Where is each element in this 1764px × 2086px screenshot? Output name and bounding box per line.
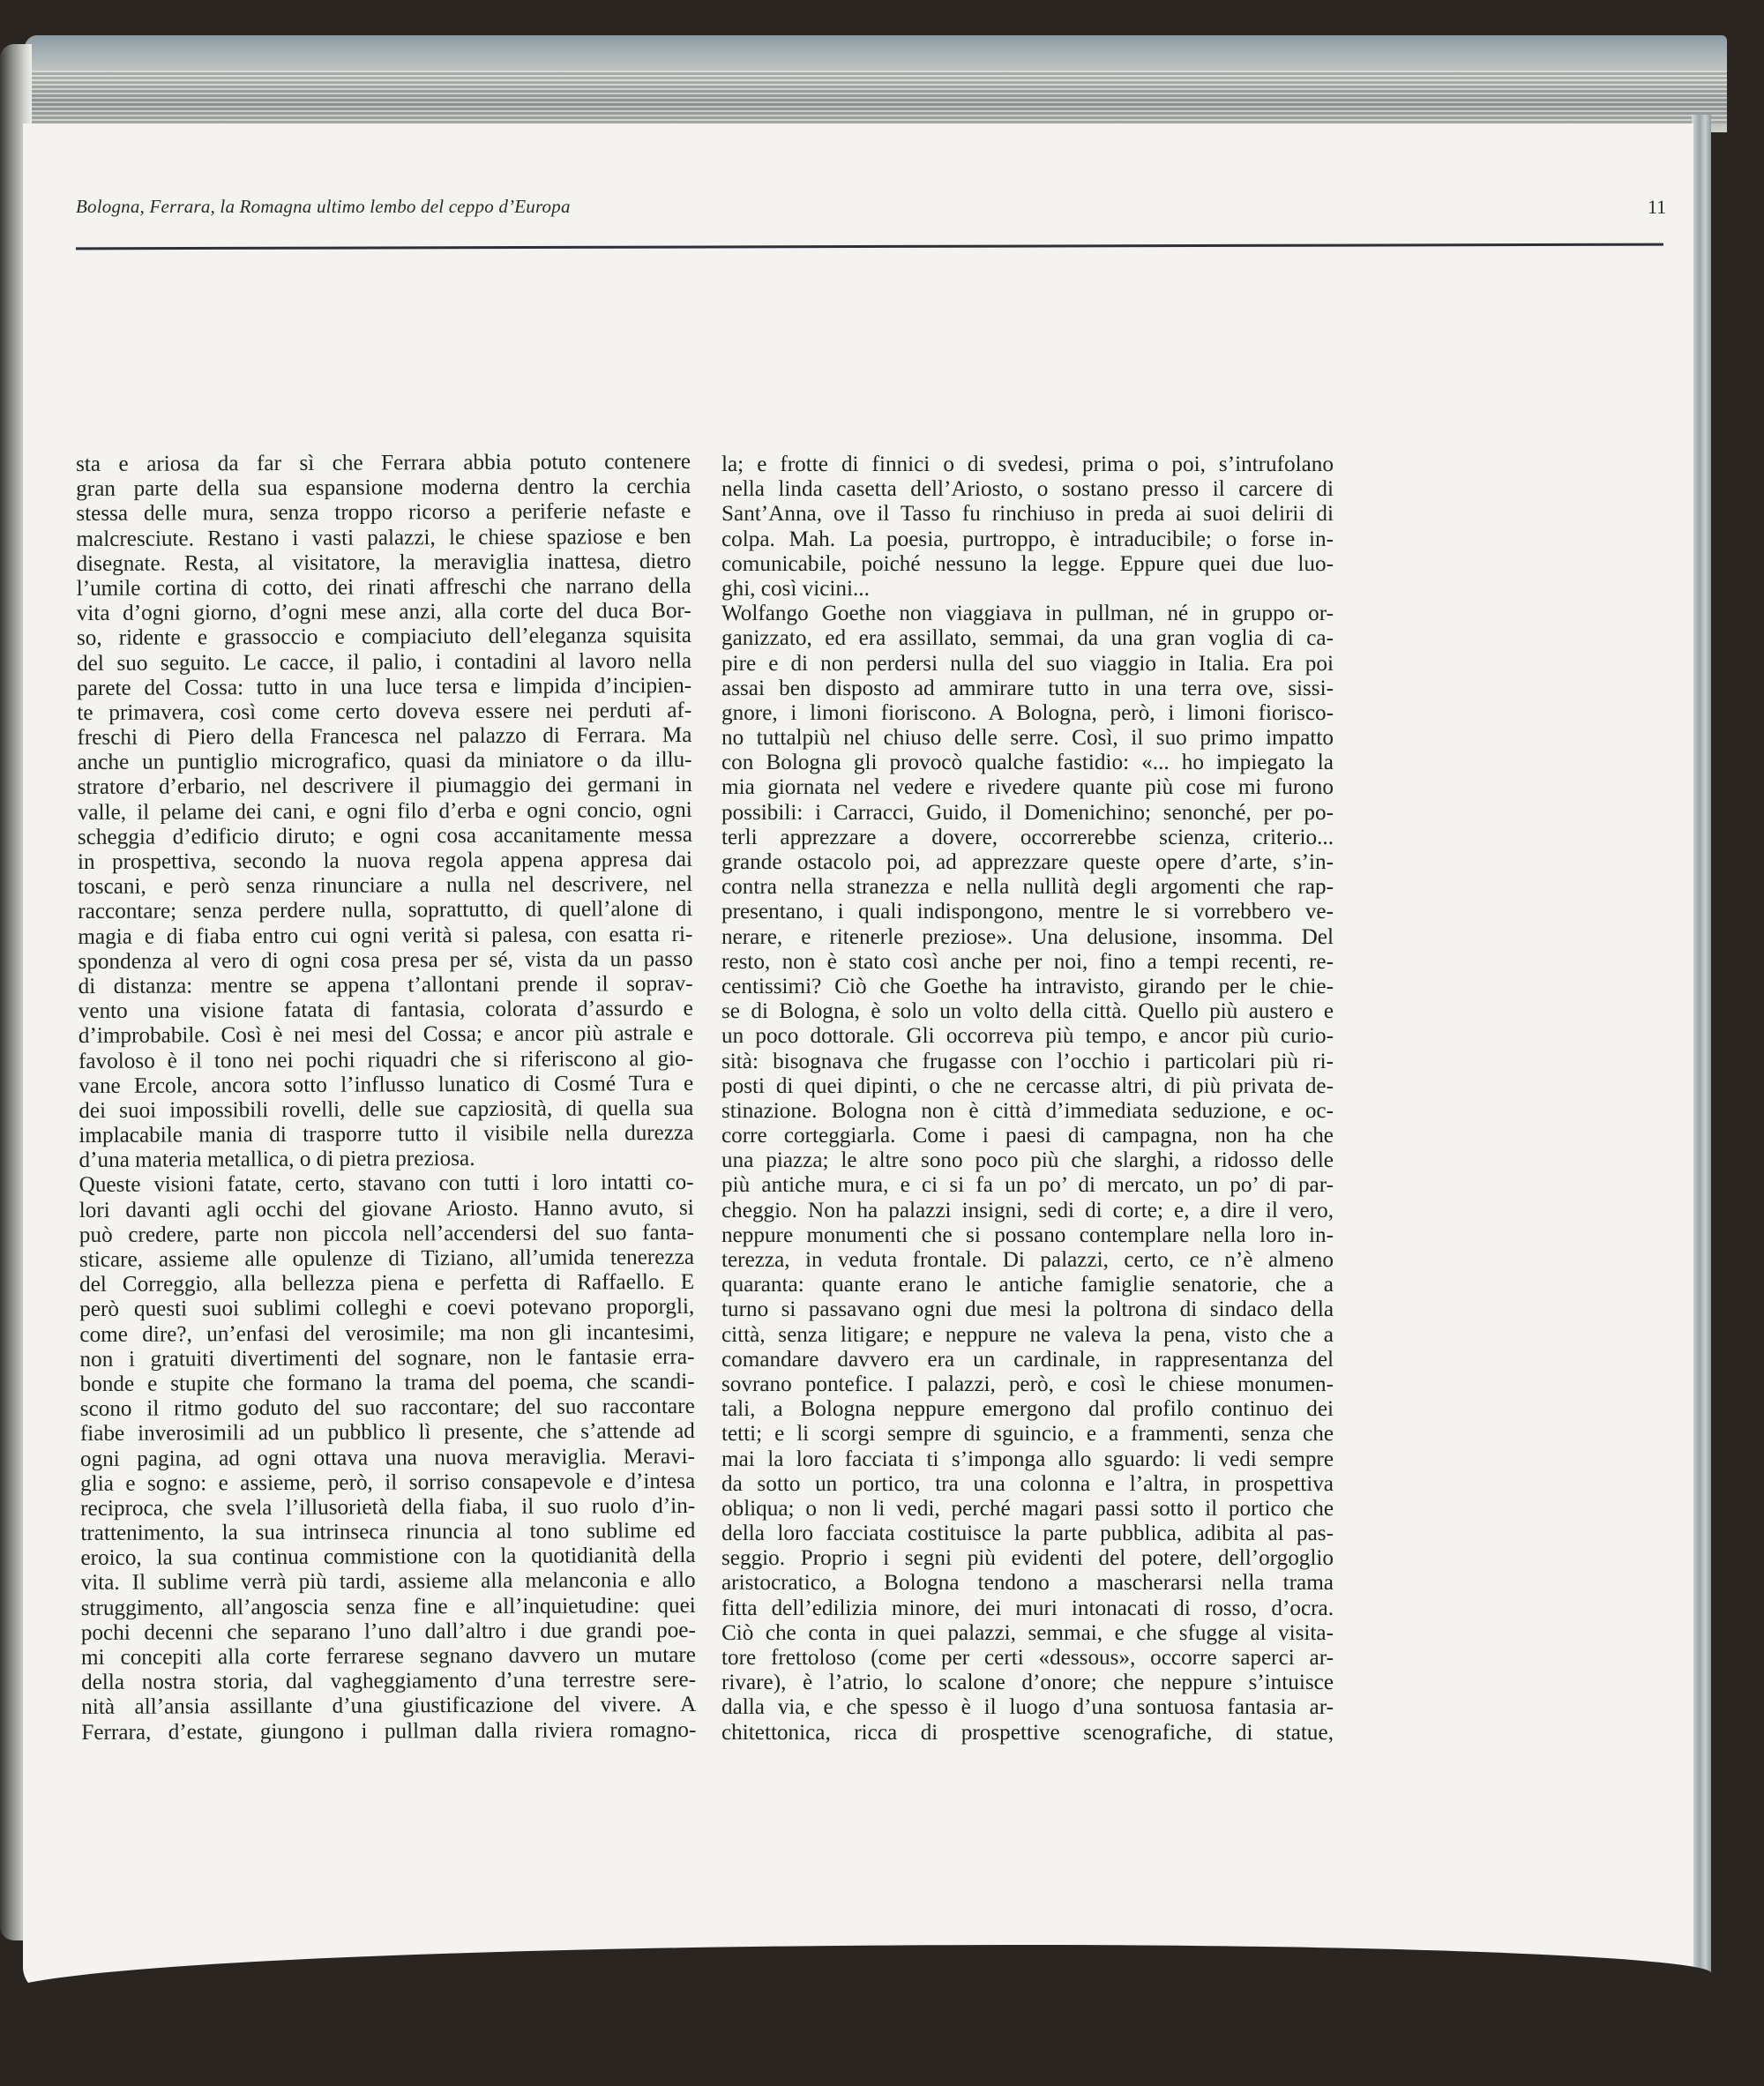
text-line: vento una visione fatata di fantasia, colorata d’assurdo e bbox=[78, 997, 693, 1024]
text-line: d’improbabile. Così è nei mesi del Cossa; e ancor più astrale e bbox=[78, 1021, 693, 1049]
text-line: parete del Cossa: tutto in una luce tersa e limpida d’incipien- bbox=[77, 673, 692, 700]
text-line: centissimi? Ciò che Goethe ha intravisto, girando per le chie- bbox=[721, 974, 1334, 998]
text-line: posti di quei dipinti, o che ne cercasse altri, di più privata de- bbox=[721, 1073, 1334, 1098]
text-line: contra nella stranezza e nella nullità degli argomenti che rap- bbox=[721, 875, 1334, 900]
text-line: corre corteggiarla. Come i paesi di campagna, non ha che bbox=[721, 1124, 1334, 1148]
text-line: eroico, la sua continua commistione con la quotidianità della bbox=[80, 1544, 696, 1571]
page-bottom-shadow bbox=[0, 1945, 1711, 2086]
text-line: però questi suoi sublimi colleghi e coevi potevano proporgli, bbox=[79, 1295, 695, 1322]
text-line: dalla via, e che spesso è il luogo d’una sontuosa fantasia ar- bbox=[721, 1695, 1334, 1720]
text-line: comunicabile, poiché nessuno la legge. Eppure quei due luo- bbox=[721, 551, 1334, 576]
text-line: gran parte della sua espansione moderna dentro la cerchia bbox=[76, 475, 691, 502]
text-line: più antiche mura, e ci si fa un po’ di mercato, un po’ di par- bbox=[721, 1173, 1334, 1198]
text-line: spondenza al vero di ogni cosa presa per sé, vista da un passo bbox=[78, 946, 693, 974]
text-line: mai la loro facciata ti s’imponga allo sguardo: li vedi sempre bbox=[721, 1447, 1334, 1471]
text-line: mia giornata nel vedere e rivedere quante più cose mi furono bbox=[721, 775, 1334, 800]
text-line: nità all’ansia assillante d’una giustificazione del vivere. A bbox=[81, 1693, 697, 1720]
text-line: può credere, parte non piccola nell’accendersi del suo fanta- bbox=[78, 1220, 694, 1247]
text-line: in prospettiva, secondo la nuova regola appena appresa dai bbox=[77, 847, 693, 874]
text-line: città, senza litigare; e neppure ne valeva la pena, visto che a bbox=[721, 1322, 1334, 1347]
text-line: con Bologna gli provocò qualche fastidio: «... ho impiegato la bbox=[721, 751, 1334, 775]
text-line: toscani, e però senza rinunciare a nulla nel descrivere, nel bbox=[78, 872, 693, 900]
text-line: quaranta: quante erano le antiche famiglie senatorie, che a bbox=[721, 1273, 1334, 1297]
text-line: sta e ariosa da far sì che Ferrara abbia potuto contenere bbox=[76, 449, 691, 476]
text-line: da sotto un portico, tra una colonna e l’altra, in prospettiva bbox=[721, 1471, 1334, 1496]
text-line: seggio. Proprio i segni più evidenti del potere, dell’orgoglio bbox=[721, 1546, 1334, 1571]
text-line: della loro facciata costituisce la parte pubblica, adibita al pas- bbox=[721, 1522, 1334, 1546]
text-line: dei suoi impossibili rovelli, delle sue capziosità, di quella sua bbox=[78, 1095, 694, 1123]
text-line: se di Bologna, è solo un volto della città. Quello più austero e bbox=[721, 999, 1334, 1024]
text-line: neppure monumenti che si possano contemplare nella loro in- bbox=[721, 1222, 1334, 1247]
text-line: rivare), è l’atrio, lo scalone d’onore; che neppure s’intuisce bbox=[721, 1671, 1334, 1695]
text-line: no tuttalpiù nel chiuso delle serre. Così, il suo primo impatto bbox=[721, 726, 1334, 751]
text-line: l’umile cortina di cotto, dei rinati affreschi che narrano della bbox=[76, 573, 691, 601]
text-line: malcresciute. Restano i vasti palazzi, le chiese spaziose e ben bbox=[76, 524, 691, 551]
text-line: Wolfango Goethe non viaggiava in pullman, né in gruppo or- bbox=[721, 602, 1334, 626]
text-line: Queste visioni fatate, certo, stavano con tutti i loro intatti co- bbox=[78, 1170, 694, 1198]
text-line: turno si passavano ogni due mesi la poltrona di sindaco della bbox=[721, 1297, 1334, 1322]
text-line: Ferrara, d’estate, giungono i pullman dalla riviera romagno- bbox=[81, 1717, 697, 1745]
text-line: lori davanti agli occhi del giovane Ariosto. Hanno avuto, si bbox=[78, 1195, 694, 1222]
text-line: implacabile mania di trasporre tutto il visibile nella durezza bbox=[78, 1121, 694, 1148]
text-line: anche un puntiglio micrografico, quasi da miniatore o da illu- bbox=[77, 748, 692, 775]
text-line: mi concepiti alla corte ferrarese segnano davvero un mutare bbox=[80, 1642, 697, 1670]
text-line: stinazione. Bologna non è città d’immediata seduzione, e oc- bbox=[721, 1098, 1334, 1123]
text-line: ganizzato, ed era assillato, semmai, da una gran voglia di ca- bbox=[721, 626, 1334, 651]
text-line: trattenimento, la sua intrinseca rinuncia al tono sublime ed bbox=[80, 1519, 696, 1546]
text-line: fiabe inverosimili ad un pubblico lì presente, che s’attende ad bbox=[79, 1419, 695, 1447]
text-line: sità: bisognava che frugasse con l’occhio i particolari più ri- bbox=[721, 1049, 1334, 1073]
book-top-edge bbox=[25, 35, 1727, 132]
text-line: magia e di fiaba entro cui ogni verità si palesa, con esatta ri- bbox=[78, 922, 693, 949]
text-line: terezza, in veduta frontale. Di palazzi, certo, ce n’è almeno bbox=[721, 1248, 1334, 1272]
text-line: scono il ritmo goduto del suo raccontare; del suo raccontare bbox=[79, 1394, 695, 1422]
text-line: so, ridente e grassoccio e compiaciuto dell’eleganza squisita bbox=[76, 624, 691, 651]
text-line: un poco dottorale. Gli occorreva più tempo, e ancor più curio- bbox=[721, 1024, 1334, 1049]
text-line: bonde e stupite che formano la trama del poema, che scandi- bbox=[79, 1369, 695, 1396]
text-line: non i gratuiti divertimenti del sognare, non le fantasie erra- bbox=[79, 1344, 695, 1372]
text-line: pochi decenni che separano l’uno dall’altro i due grandi poe- bbox=[80, 1618, 696, 1645]
text-line: sovrano pontefice. I palazzi, però, e così le chiese monumen- bbox=[721, 1372, 1334, 1396]
page-stack-lines bbox=[25, 71, 1727, 123]
running-head: Bologna, Ferrara, la Romagna ultimo lembo del ceppo d’Europa bbox=[76, 196, 571, 217]
page-number: 11 bbox=[1648, 196, 1667, 218]
text-line: vita d’ogni giorno, d’ogni mese anzi, alla corte del duca Bor- bbox=[76, 599, 691, 626]
text-line: reciproca, che svela l’illusorietà della fiaba, il suo ruolo d’in- bbox=[80, 1493, 696, 1521]
text-line: tore frettoloso (come per certi «dessous», occorre saperci ar- bbox=[721, 1646, 1334, 1670]
text-line: la; e frotte di finnici o di svedesi, prima o poi, s’intrufolano bbox=[721, 452, 1334, 476]
text-line: ghi, così vicini... bbox=[721, 576, 870, 601]
text-line: Ciò che conta in quei palazzi, semmai, e che sfugge al visita- bbox=[721, 1620, 1334, 1645]
text-line: disegnate. Resta, al visitatore, la meraviglia inattesa, dietro bbox=[76, 549, 691, 576]
text-column-left bbox=[76, 450, 696, 1746]
text-line: tetti; e li scorgi sempre di sguincio, e a frammenti, senza che bbox=[721, 1422, 1334, 1447]
text-line: d’una materia metallica, o di pietra preziosa. bbox=[78, 1147, 475, 1173]
text-line: aristocratico, a Bologna tendono a mascherarsi nella trama bbox=[721, 1571, 1334, 1596]
text-line: vita. Il sublime verrà più tardi, assieme alla melanconia e allo bbox=[80, 1568, 696, 1596]
text-line: fitta dell’edilizia minore, dei muri intonacati di rosso, d’ocra. bbox=[721, 1596, 1334, 1620]
text-line: nella linda casetta dell’Ariosto, o sostano presso il carcere di bbox=[721, 477, 1334, 502]
text-line: raccontare; senza perdere nulla, soprattutto, di quell’alone di bbox=[78, 897, 693, 924]
text-line: tali, a Bologna neppure emergono dal profilo continuo dei bbox=[721, 1397, 1334, 1422]
text-line: resto, non è stato così anche per noi, fino a tempi recenti, re- bbox=[721, 949, 1334, 974]
text-line: valle, il pelame dei cani, e ogni filo d’erba e ogni concio, ogni bbox=[77, 797, 692, 825]
text-line: nerare, e ritenerle preziose». Una delusione, insomma. Del bbox=[721, 924, 1334, 949]
text-line: come dire?, un’enfasi del verosimile; ma non gli incantesimi, bbox=[79, 1320, 695, 1347]
text-column-right bbox=[721, 452, 1334, 1746]
text-line: obliqua; o non li vedi, perché magari passi sotto il portico che bbox=[721, 1496, 1334, 1521]
text-line: chitettonica, ricca di prospettive scenografiche, di statue, bbox=[721, 1720, 1334, 1745]
text-line: scheggia d’edificio diruto; e ogni cosa accanitamente messa bbox=[77, 822, 692, 849]
text-line: ogni pagina, ad ogni ottava una nuova meraviglia. Meravi- bbox=[79, 1444, 696, 1471]
text-line: te primavera, così come certo doveva essere nei perduti af- bbox=[77, 698, 692, 725]
text-line: presentano, i quali indispongono, mentre le si vorrebbero ve- bbox=[721, 900, 1334, 924]
text-line: di distanza: mentre se appena t’allontani prende il soprav- bbox=[78, 971, 693, 998]
text-line: gnore, i limoni fioriscono. A Bologna, però, i limoni fiorisco- bbox=[721, 700, 1334, 725]
text-line: stessa delle mura, senza troppo ricorso a periferie nefaste e bbox=[76, 499, 691, 527]
text-line: della nostra storia, dal vagheggiamento d’una terrestre sere- bbox=[81, 1668, 697, 1695]
text-line: vane Ercole, ancora sotto l’influsso lunatico di Cosmé Tura e bbox=[78, 1071, 694, 1098]
text-line: Sant’Anna, ove il Tasso fu rinchiuso in preda ai suoi delirii di bbox=[721, 502, 1334, 527]
text-line: comandare davvero era un cardinale, in rappresentanza del bbox=[721, 1347, 1334, 1372]
text-line: assai ben disposto ad ammirare tutto in una terra ove, sissi- bbox=[721, 676, 1334, 700]
text-line: del Correggio, alla bellezza piena e perfetta di Raffaello. E bbox=[79, 1270, 695, 1297]
text-line: del suo seguito. Le cacce, il palio, i contadini al lavoro nella bbox=[76, 648, 692, 676]
text-line: stratore d’erbario, nel descrivere il piumaggio dei germani in bbox=[77, 773, 692, 800]
text-line: terli apprezzare a dovere, occorrerebbe scienza, criterio... bbox=[721, 825, 1334, 849]
page-edge bbox=[1692, 115, 1711, 1993]
text-line: freschi di Piero della Francesca nel palazzo di Ferrara. Ma bbox=[77, 723, 692, 751]
text-line: possibili: i Carracci, Guido, il Domenichino; senonché, per po- bbox=[721, 800, 1334, 825]
text-line: grande ostacolo poi, ad apprezzare queste opere d’arte, s’in- bbox=[721, 850, 1334, 874]
text-line: cheggio. Non ha palazzi insigni, sedi di corte; e, a dire il vero, bbox=[721, 1198, 1334, 1222]
text-line: favoloso è il tono nei pochi riquadri che si riferiscono al gio- bbox=[78, 1046, 694, 1073]
text-line: struggimento, all’angoscia senza fine e all’inquietudine: quei bbox=[80, 1593, 696, 1620]
text-line: colpa. Mah. La poesia, purtroppo, è intraducibile; o forse in- bbox=[721, 527, 1334, 551]
text-line: glia e sogno: e assieme, però, il sorriso consapevole e d’intesa bbox=[80, 1469, 696, 1496]
text-line: una piazza; le altre sono poco più che slarghi, a ridosso delle bbox=[721, 1148, 1334, 1173]
text-line: sticare, assieme alle opulenze di Tiziano, all’umida tenerezza bbox=[78, 1245, 695, 1272]
text-line: pire e di non perdersi nulla del suo viaggio in Italia. Era poi bbox=[721, 651, 1334, 676]
